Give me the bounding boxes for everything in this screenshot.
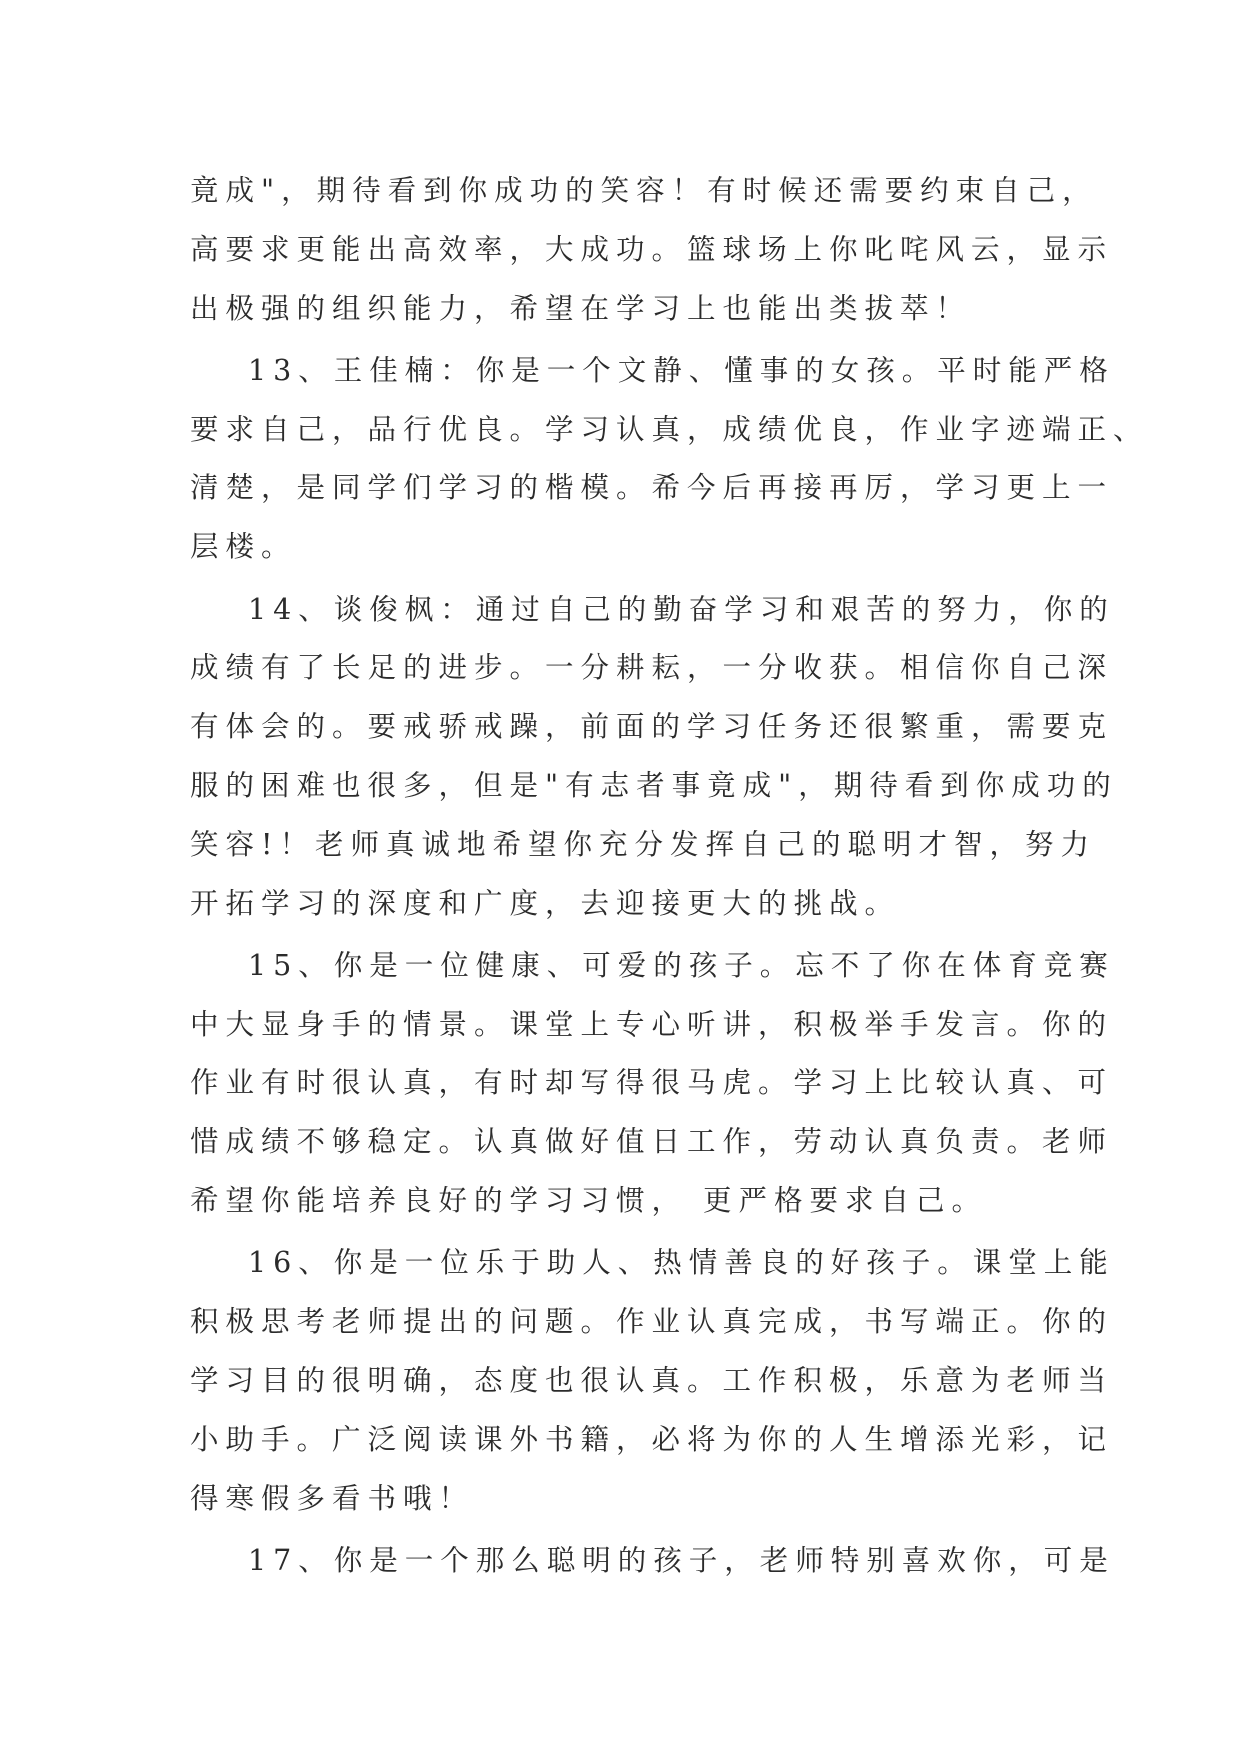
text-line: 作业有时很认真，有时却写得很马虎。学习上比较认真、可: [190, 1066, 1114, 1100]
text-line: 有体会的。要戒骄戒躁，前面的学习任务还很繁重，需要克: [190, 710, 1114, 744]
paragraph-17-start: 17、你是一个那么聪明的孩子，老师特别喜欢你，可是: [248, 1543, 1115, 1577]
text-line: 希望你能培养良好的学习习惯， 更严格要求自己。: [190, 1184, 988, 1218]
text-line: 层楼。: [190, 530, 297, 564]
paragraph-15-start: 15、你是一位健康、可爱的孩子。忘不了你在体育竞赛: [248, 948, 1115, 982]
text-line: 惜成绩不够稳定。认真做好值日工作，劳动认真负责。老师: [190, 1125, 1114, 1159]
text-line: 服的困难也很多，但是"有志者事竟成"，期待看到你成功的: [190, 768, 1118, 802]
text-line: 高要求更能出高效率，大成功。篮球场上你叱咤风云，显示: [190, 232, 1114, 266]
paragraph-14-start: 14、谈俊枫：通过自己的勤奋学习和艰苦的努力，你的: [248, 592, 1115, 626]
text-line: 成绩有了长足的进步。一分耕耘，一分收获。相信你自己深: [190, 651, 1114, 685]
text-line: 笑容!！老师真诚地希望你充分发挥自己的聪明才智，努力: [190, 827, 1096, 861]
paragraph-16-start: 16、你是一位乐于助人、热情善良的好孩子。课堂上能: [248, 1246, 1115, 1280]
text-line: 开拓学习的深度和广度，去迎接更大的挑战。: [190, 886, 901, 920]
text-line: 积极思考老师提出的问题。作业认真完成，书写端正。你的: [190, 1305, 1114, 1339]
text-line: 学习目的很明确，态度也很认真。工作积极，乐意为老师当: [190, 1363, 1114, 1397]
text-line: 竟成"，期待看到你成功的笑容！有时候还需要约束自己，: [190, 174, 1098, 207]
text-line: 要求自己，品行优良。学习认真，成绩优良，作业字迹端正、: [190, 412, 1149, 446]
text-line: 小助手。广泛阅读课外书籍，必将为你的人生增添光彩，记: [190, 1422, 1114, 1456]
text-line: 得寒假多看书哦！: [190, 1481, 475, 1515]
text-line: 出极强的组织能力，希望在学习上也能出类拔萃！: [190, 291, 972, 325]
document-body: [190, 162, 1149, 1591]
text-line: 中大显身手的情景。课堂上专心听讲，积极举手发言。你的: [190, 1007, 1114, 1041]
text-line: 清楚，是同学们学习的楷模。希今后再接再厉，学习更上一: [190, 471, 1114, 505]
paragraph-13-start: 13、王佳楠：你是一个文静、懂事的女孩。平时能严格: [248, 353, 1115, 387]
